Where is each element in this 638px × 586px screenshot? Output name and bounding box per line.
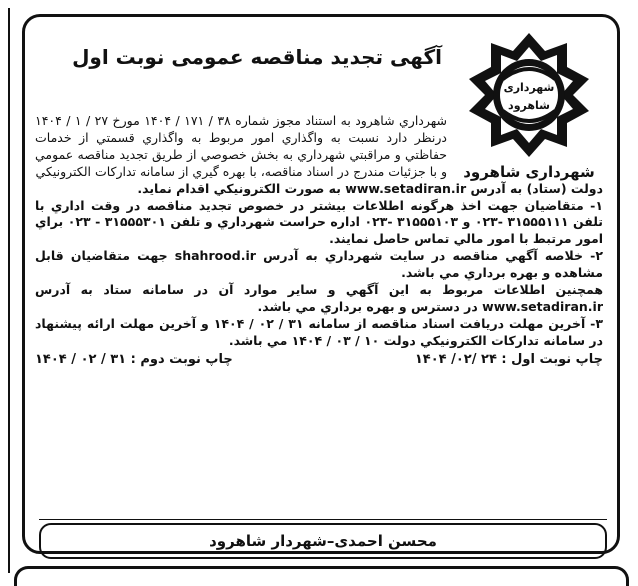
divider: [39, 519, 607, 520]
intro-paragraph-block: [35, 113, 447, 181]
print-first-date: چاپ نوبت اول : ۲۴ /۰۲/ ۱۴۰۴: [414, 351, 603, 367]
signature-box: [39, 523, 607, 559]
signature-text: محسن احمدی–شهردار شاهرود: [209, 532, 437, 550]
paragraph-setad: دولت (ستاد) به آدرس www.setadiran.ir به صورت الکترونيکي اقدام نمايد.: [137, 180, 603, 196]
paragraph-item-2: ۲- خلاصه آگهي مناقصه در سايت شهرداري به آدرس shahrood.ir جهت متقاضيان قابل مشاهده و بهره برداري مي باشد.: [35, 248, 603, 281]
notice-title: آگهی تجدید مناقصه عمومی نوبت اول: [72, 45, 442, 69]
svg-text:شاهرود: شاهرود: [508, 99, 550, 112]
page-left-edge: [0, 8, 10, 573]
next-notice-edge: [14, 566, 629, 586]
paragraph-more-info: همچنين اطلاعات مربوط به اين آگهي و ساير موارد آن در سامانه ستاد به آدرس www.setadiran.ir در دسترس و بهره برداري مي باشد.: [35, 282, 603, 314]
paragraph-item-3: ۳- آخرين مهلت دريافت اسناد مناقصه از سامانه ۳۱ / ۰۲ / ۱۴۰۴ و آخرين مهلت ارائه پيشنهاد در سامانه تدارکات الکترونيکي دولت ۱۰ / ۰۳ / ۱۴۰۴ مي باشد.: [35, 315, 603, 348]
notice-body: [35, 113, 603, 369]
logo-caption: شهرداری شاهرود: [463, 163, 595, 181]
notice-frame: [22, 14, 620, 554]
paragraph-item-1: ۱- متقاضيان جهت اخذ هرگونه اطلاعات بيشتر در خصوص تجديد مناقصه در وقت اداري با تلفن ۳۱۵۵۵۱۱۱ -۰۲۳ و ۳۱۵۵۵۱۰۳ -۰۲۳ اداره حراست شهرداري و تلفن ۳۱۵۵۵۳۰۱ - ۰۲۳ براي امور مرتبط با امور مالي تماس حاصل نمايند.: [35, 197, 604, 247]
svg-text:شهرداری: شهرداری: [503, 81, 555, 94]
print-dates: [35, 352, 603, 369]
intro-paragraph: شهرداري شاهرود به استناد مجوز شماره ۳۸ / ۱۷۱ / ۱۴۰۴ مورخ ۲۷ / ۱ / ۱۴۰۴ درنظر دارد نسبت به واگذاري امور مربوط به واگذاري قسمتي از خدمات حفاظتي و مراقبتي شهرداري به بخش خصوصي از طريق تجديد مناقصه عمومي و با جزئيات مندرج در اسناد مناقصه، با بهره گيري از سامانه تدارکات الکترونيکي: [35, 113, 447, 179]
print-second-date: چاپ نوبت دوم : ۳۱ / ۰۲ / ۱۴۰۴: [35, 351, 233, 367]
